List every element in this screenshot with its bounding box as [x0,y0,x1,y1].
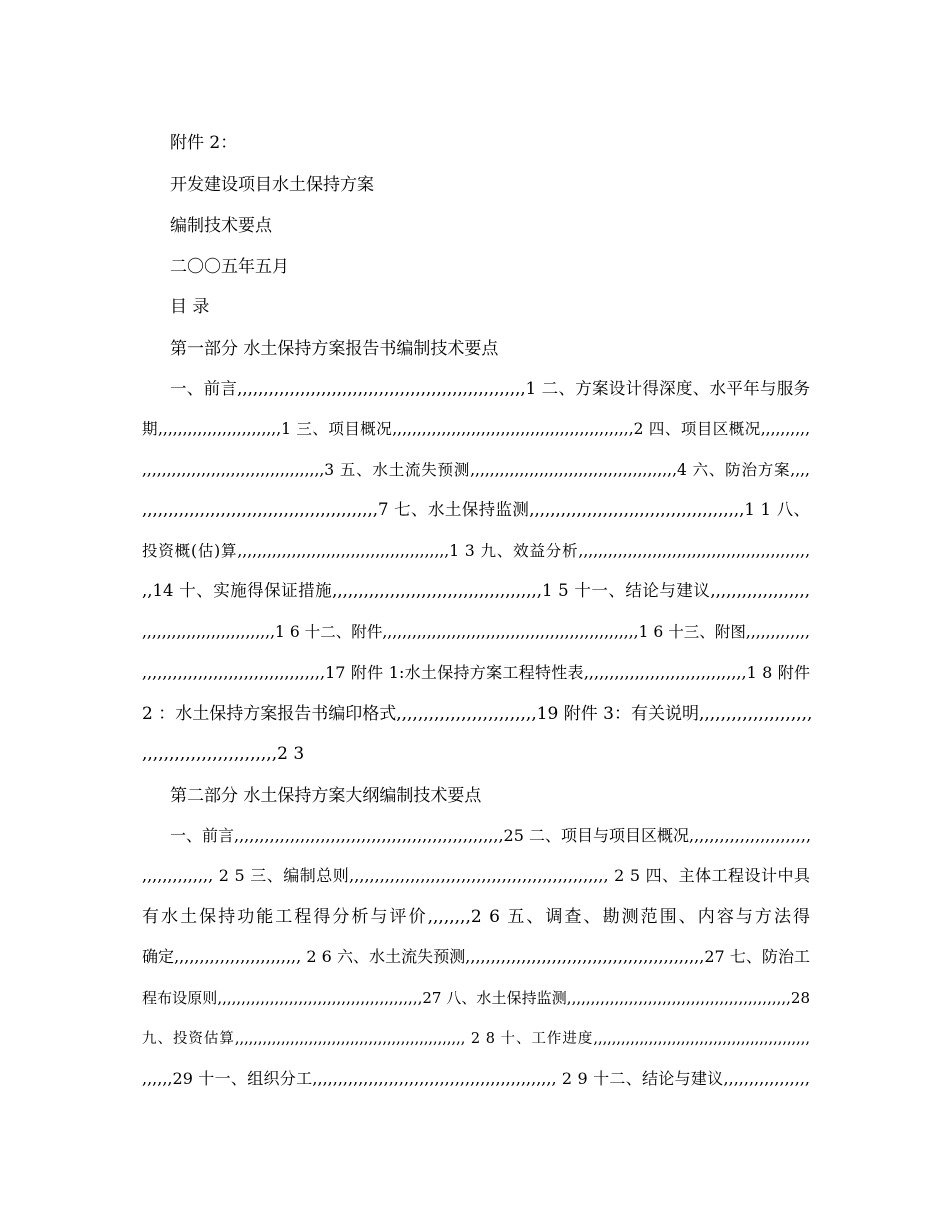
toc-line: 九、投资估算,,,,,,,,,,,,,,,,,,,,,,,,,,,,,,,,,,,,,,,,,,,,,,,,,, 2 8 十、工作进度,,,,,,,,,,,,,,,,,,,,,,,,,,,,,,,,,,,,,,,,,,,,,,, [142,1031,810,1047]
document-date: 二〇〇五年五月 [170,257,289,277]
document-title-line1: 开发建设项目水土保持方案 [170,175,374,195]
toc-line: ,,,,,,29 十一、组织分工,,,,,,,,,,,,,,,,,,,,,,,,,,,,,,,,,,,,,,,,,,,,,,,, 2 9 十二、结论与建议,,,,,,,,,,,,,,,,, [142,1069,810,1088]
toc-line: 确定,,,,,,,,,,,,,,,,,,,,,,,,, 2 6 六、水土流失预测,,,,,,,,,,,,,,,,,,,,,,,,,,,,,,,,,,,,,,,,,,,,,,,27 七、防治工 [142,947,810,966]
toc-line: 投资概(估)算,,,,,,,,,,,,,,,,,,,,,,,,,,,,,,,,,,,,,,,,,,,1 3 九、效益分析,,,,,,,,,,,,,,,,,,,,,,,,,,,,,,,,,,,,,,,,,,,,,,, [142,542,810,560]
toc-line: ,,,,,,,,,,,,,,,,,,,,,,,,,,,1 6 十二、附件,,,,,,,,,,,,,,,,,,,,,,,,,,,,,,,,,,,,,,,,,,,,,,,,,,,,1 6 十三、附图,,,,,,,,,,,,, [142,623,810,641]
toc-line: ,,14 十、实施得保证措施,,,,,,,,,,,,,,,,,,,,,,,,,,,,,,,,,,,,,,,,1 5 十一、结论与建议,,,,,,,,,,,,,,,,,,, [142,581,810,600]
attachment-label: 附件 2： [170,133,238,153]
toc-line: ,,,,,,,,,,,,,,,,,,,,,,,,,,,,,,,,,,,,17 附件 1:水土保持方案工程特性表,,,,,,,,,,,,,,,,,,,,,,,,,,,,,,,,1 8 附件 [142,663,810,682]
toc-line: 2 ：水土保持方案报告书编印格式,,,,,,,,,,,,,,,,,,,,,,,,,,19 附件 3：有关说明,,,,,,,,,,,,,,,,,,,,, [142,704,813,724]
toc-line: ,,,,,,,,,,,,,,,,,,,,,,,,,,,,,,,,,,,,,,,,,,,,,7 七、水土保持监测,,,,,,,,,,,,,,,,,,,,,,,,,,,,,,,,,,,,,,,,,1 1 八、 [142,500,810,519]
part2-heading: 第二部分 水土保持方案大纲编制技术要点 [170,786,482,806]
toc-line: ,,,,,,,,,,,,,,,,,,,,,,,,,2 3 [142,744,305,764]
toc-line: 有水土保持功能工程得分析与评价,,,,,,,,2 6 五、调查、勘测范围、内容与方法得 [142,907,810,927]
toc-line: 程布设原则,,,,,,,,,,,,,,,,,,,,,,,,,,,,,,,,,,,,,,,,,,,27 八、水土保持监测,,,,,,,,,,,,,,,,,,,,,,,,,,,,,,,,,,,,,,,,,,,,,,,28 [142,989,810,1007]
document-title-line2: 编制技术要点 [170,216,272,236]
toc-line: 期,,,,,,,,,,,,,,,,,,,,,,,,,1 三、项目概况,,,,,,,,,,,,,,,,,,,,,,,,,,,,,,,,,,,,,,,,,,,,,,,,,2 四、项目区概况,,,,,,,,,, [142,420,810,438]
toc-line: 一、前言,,,,,,,,,,,,,,,,,,,,,,,,,,,,,,,,,,,,,,,,,,,,,,,,,,,,,,,1 二、方案设计得深度、水平年与服务 [170,379,810,398]
toc-title: 目 录 [170,297,210,317]
toc-line: ,,,,,,,,,,,,,,,,,,,,,,,,,,,,,,,,,,,,,3 五、水土流失预测,,,,,,,,,,,,,,,,,,,,,,,,,,,,,,,,,,,,,,,,,,4 六、防治方案,,,, [142,461,810,479]
toc-line: 一、前言,,,,,,,,,,,,,,,,,,,,,,,,,,,,,,,,,,,,,,,,,,,,,,,,,,,,,25 二、项目与项目区概况,,,,,,,,,,,,,,,,,,,,,,,, [170,826,812,845]
toc-line: ,,,,,,,,,,,,,, 2 5 三、编制总则,,,,,,,,,,,,,,,,,,,,,,,,,,,,,,,,,,,,,,,,,,,,,,,,,,, 2 5 四、主体工程设计中具 [142,866,810,885]
part1-heading: 第一部分 水土保持方案报告书编制技术要点 [170,339,499,359]
